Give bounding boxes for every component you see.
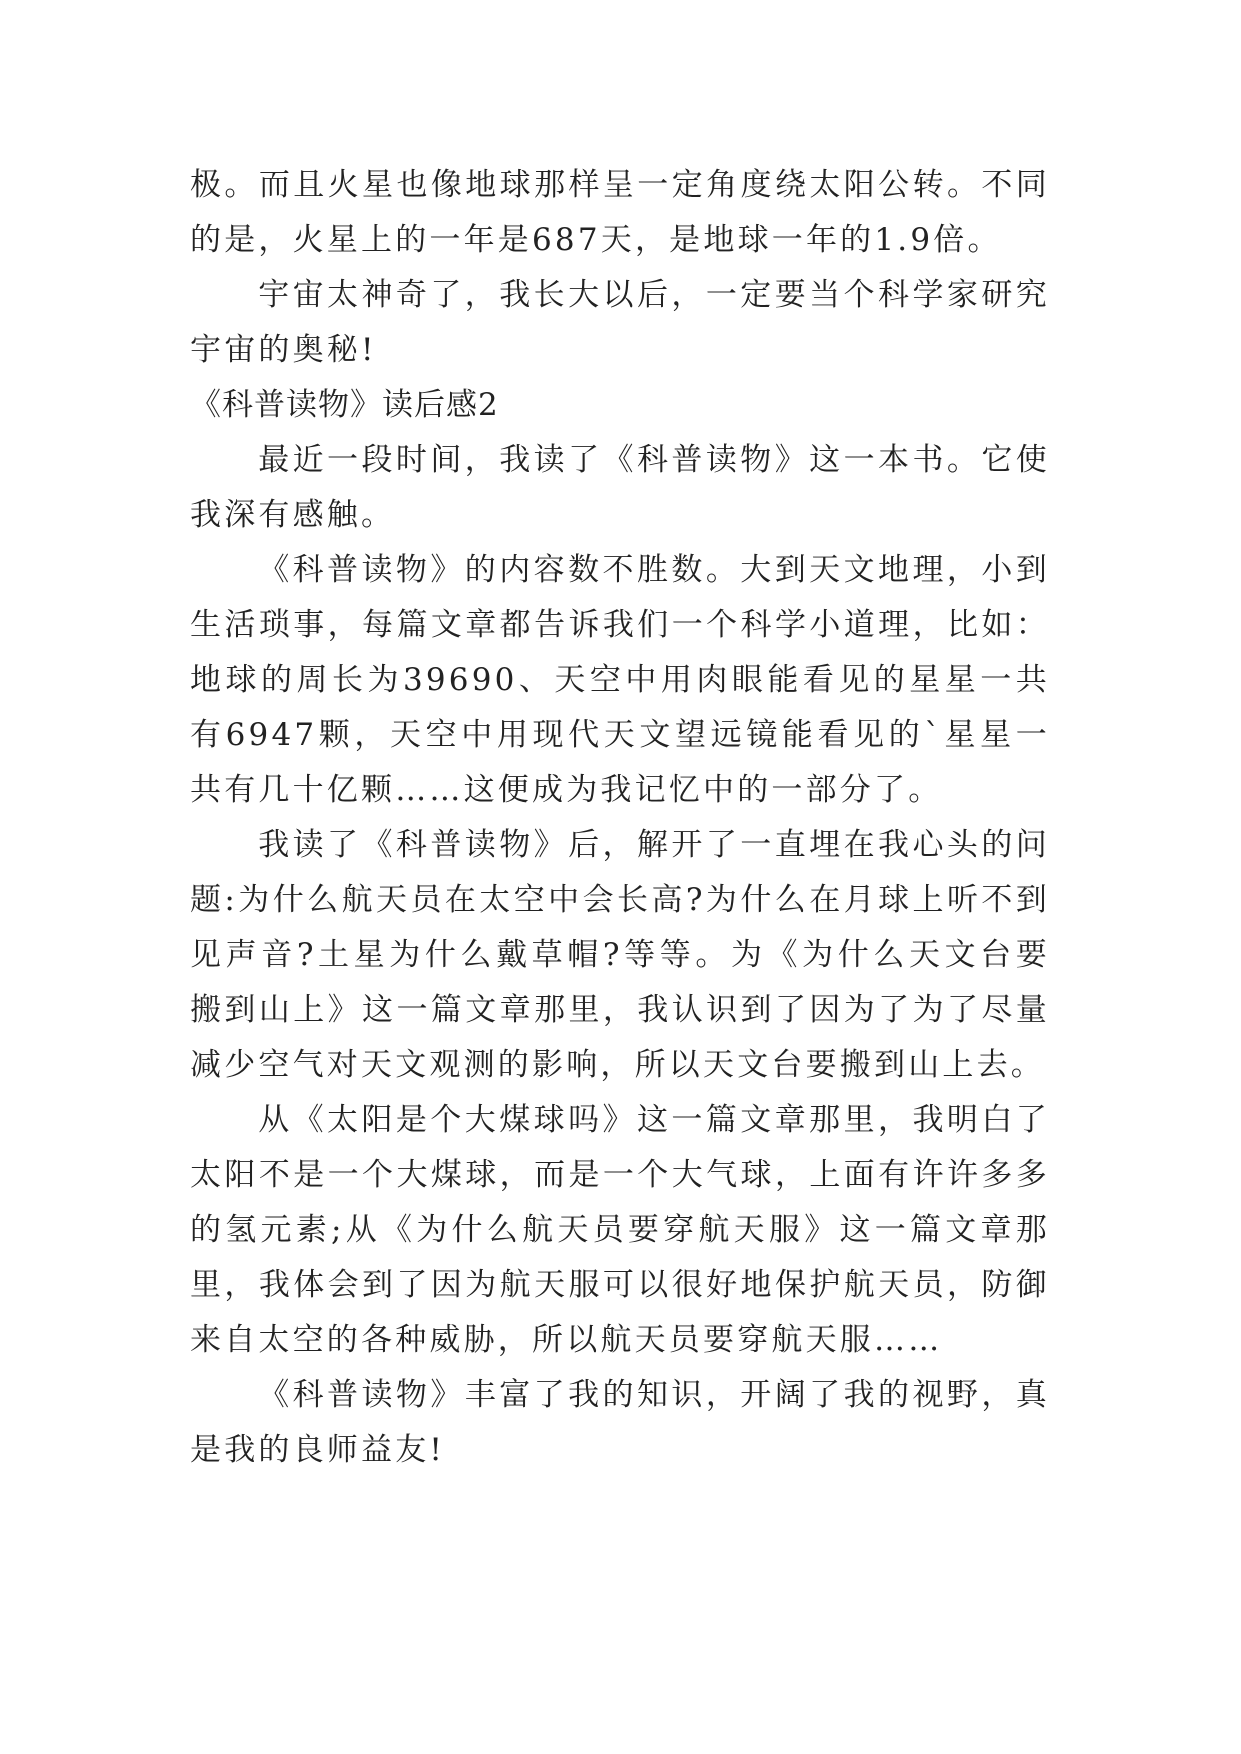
- document-body: [190, 158, 1050, 1478]
- section-heading: 《科普读物》读后感2: [190, 387, 499, 423]
- paragraph-continuation: 极。而且火星也像地球那样呈一定角度绕太阳公转。不同的是，火星上的一年是687天，是地球一年的1.9倍。: [190, 167, 1050, 258]
- paragraph-conclusion: 《科普读物》丰富了我的知识，开阔了我的视野，真是我的良师益友!: [190, 1377, 1050, 1468]
- paragraph-sun: 从《太阳是个大煤球吗》这一篇文章那里，我明白了太阳不是一个大煤球，而是一个大气球，上面有许许多多的氢元素;从《为什么航天员要穿航天服》这一篇文章那里，我体会到了因为航天服可以很好地保护航天员，防御来自太空的各种威胁，所以航天员要穿航天服……: [190, 1102, 1050, 1358]
- paragraph-intro: 最近一段时间，我读了《科普读物》这一本书。它使我深有感触。: [190, 442, 1050, 533]
- paragraph-questions: 我读了《科普读物》后，解开了一直埋在我心头的问题:为什么航天员在太空中会长高?为什么在月球上听不到见声音?土星为什么戴草帽?等等。为《为什么天文台要搬到山上》这一篇文章那里，我认识到了因为了为了尽量减少空气对天文观测的影响，所以天文台要搬到山上去。: [190, 827, 1050, 1083]
- paragraph-dream: 宇宙太神奇了，我长大以后，一定要当个科学家研究宇宙的奥秘!: [190, 277, 1050, 368]
- paragraph-content: 《科普读物》的内容数不胜数。大到天文地理，小到生活琐事，每篇文章都告诉我们一个科学小道理，比如：地球的周长为39690、天空中用肉眼能看见的星星一共有6947颗，天空中用现代天文望远镜能看见的`星星一共有几十亿颗……这便成为我记忆中的一部分了。: [190, 552, 1050, 808]
